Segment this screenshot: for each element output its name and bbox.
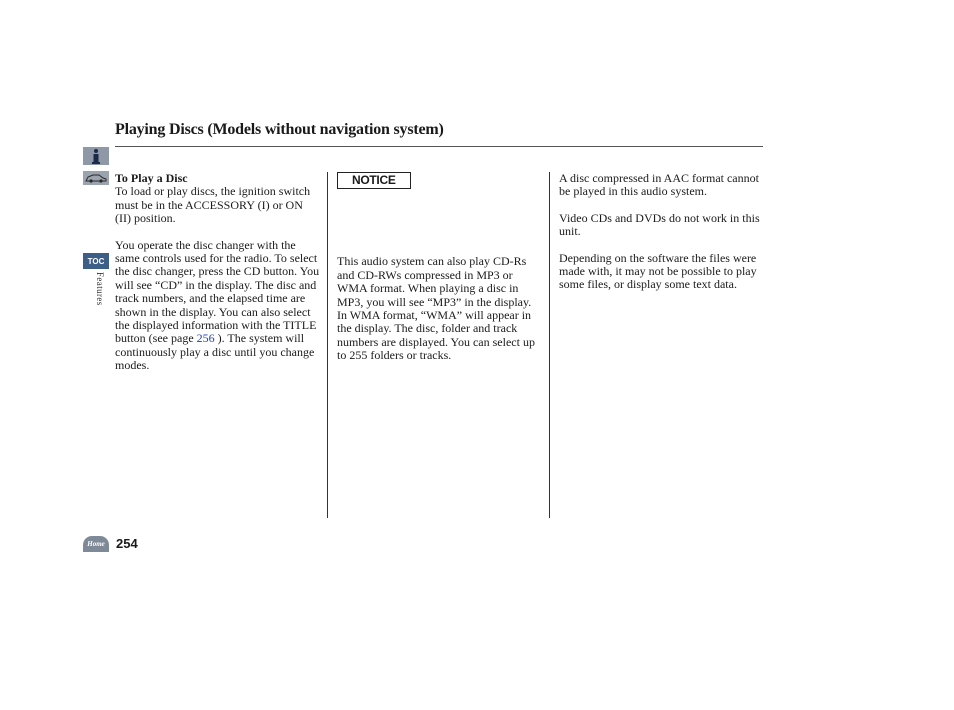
column-middle xyxy=(337,172,543,376)
car-icon xyxy=(85,173,107,183)
paragraph xyxy=(115,239,321,373)
section-label: Features xyxy=(95,272,105,306)
paragraph: Depending on the software the files were made with, it may not be possible to play some files, or display some text data. xyxy=(559,250,757,292)
paragraph-text: You operate the disc changer with the same controls used for the radio. To select the disc changer, press the CD button. You will see “CD” in the display. The disc and track numbers, and the elapsed time are shown in the display. You can also select the displayed information with the TITLE button (see page xyxy=(115,237,320,346)
column-divider xyxy=(327,172,328,518)
home-tab[interactable]: Home xyxy=(83,536,109,552)
paragraph-text: ). The system will continuously play a disc until you change modes. xyxy=(115,331,315,373)
section-heading: To Play a Disc xyxy=(115,171,188,185)
toc-tab[interactable]: TOC xyxy=(83,253,109,269)
spacer xyxy=(337,189,543,255)
column-right xyxy=(559,172,765,305)
paragraph: To load or play discs, the ignition switch must be in the ACCESSORY (I) or ON (II) position. xyxy=(115,184,311,226)
info-icon xyxy=(90,148,102,164)
title-divider xyxy=(115,146,763,147)
column-left xyxy=(115,172,321,386)
page-title: Playing Discs (Models without navigation system) xyxy=(115,121,444,138)
page-link[interactable]: 256 xyxy=(196,331,215,346)
notice-label: NOTICE xyxy=(337,172,411,189)
paragraph: Video CDs and DVDs do not work in this unit. xyxy=(559,210,760,239)
info-tab[interactable] xyxy=(83,147,109,165)
column-divider xyxy=(549,172,550,518)
vehicle-tab[interactable] xyxy=(83,171,109,185)
page-number: 254 xyxy=(116,536,138,551)
paragraph: A disc compressed in AAC format cannot be played in this audio system. xyxy=(559,171,759,199)
paragraph: This audio system can also play CD-Rs and CD-RWs compressed in MP3 or WMA format. When playing a disc in MP3, you will see “MP3” in the display. In WMA format, “WMA” will appear in the display. The disc, folder and track numbers are displayed. You can select up to 255 folders or tracks. xyxy=(337,254,535,363)
